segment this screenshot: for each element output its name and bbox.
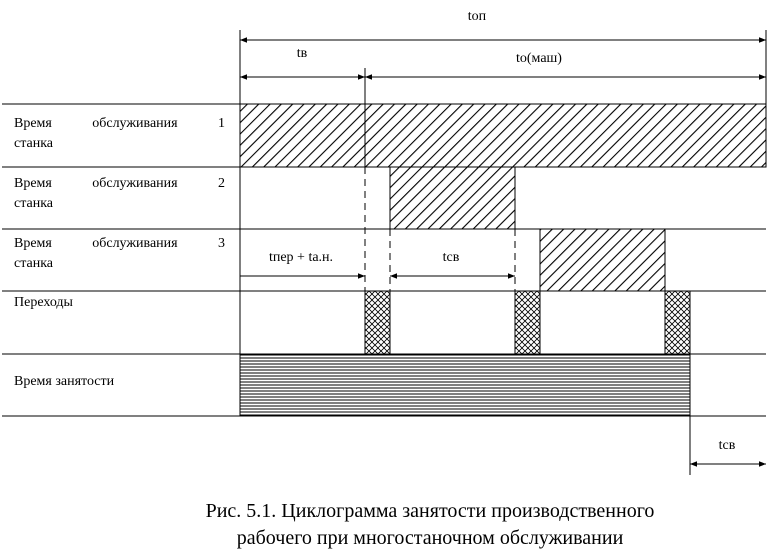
row-2-word-3: 2 xyxy=(217,176,225,191)
t-sv-bottom-label: tсв xyxy=(718,438,736,453)
transition-block-1 xyxy=(365,291,390,354)
machine-2-bar xyxy=(390,167,515,229)
t-sv-mid-label: tсв xyxy=(442,250,460,265)
row-2-word-1: Время xyxy=(14,176,52,191)
row-1-word-2: обслуживания xyxy=(92,116,178,131)
row-3-word-2: обслуживания xyxy=(92,236,178,251)
t-op-label: tоп xyxy=(467,9,487,24)
row-3-word-3: 3 xyxy=(217,236,225,251)
row-label-machine-2 xyxy=(14,174,225,214)
caption-line-1: Рис. 5.1. Циклограмма занятости производственного xyxy=(205,500,655,522)
t-per-ta-label: tпер + tа.н. xyxy=(268,250,334,265)
row-1-word-3: 1 xyxy=(217,116,225,131)
row-label-transitions xyxy=(14,293,73,313)
caption-line-2: рабочего при многостаночном обслуживании xyxy=(236,527,624,549)
machine-1-bar xyxy=(240,104,766,167)
transition-block-2 xyxy=(515,291,540,354)
row-1-line-2: станка xyxy=(14,136,54,151)
employment-bar xyxy=(240,354,690,416)
row-2-word-2: обслуживания xyxy=(92,176,178,191)
row-3-word-1: Время xyxy=(14,236,52,251)
row-label-employment xyxy=(14,372,114,392)
row-3-line-2: станка xyxy=(14,256,54,271)
row-1-word-1: Время xyxy=(14,116,52,131)
t-o-mash-label: tо(маш) xyxy=(516,51,562,66)
machine-3-bar xyxy=(540,229,665,291)
t-v-label: tв xyxy=(296,46,308,61)
row-2-line-2: станка xyxy=(14,196,54,211)
row-label-machine-1 xyxy=(14,114,225,154)
row-label-machine-3 xyxy=(14,234,225,274)
transition-block-3 xyxy=(665,291,690,354)
row-5-text: Время занятости xyxy=(14,374,115,389)
row-4-text: Переходы xyxy=(14,295,73,310)
figure-caption xyxy=(100,498,760,552)
